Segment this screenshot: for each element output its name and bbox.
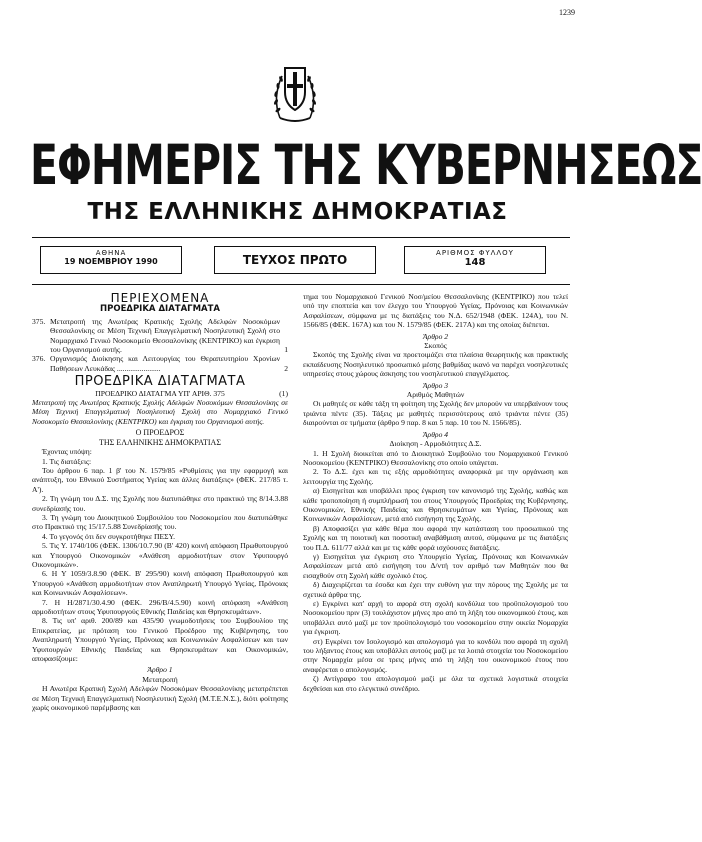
sheet-label: ΑΡΙΘΜΟΣ ΦΥΛΛΟΥ [436,249,514,257]
contents-item-number: 375. [32,316,46,326]
having-regard: Έχοντας υπόψη: [42,447,92,457]
contents-item [32,354,288,373]
article-4-para: β) Αποφασίζει για κάθε θέμα που αφορά την κατάσταση του προσωπικού της Σχολής και τη ποιοτική και ποσοτική αναβάθμιση αυτού, σύμφωνα με τις διατάξεις του Π.Δ. 611/77 αλλά και με τις κάθε φορά ισχύουσες διατάξεις. [303,523,568,552]
contents-heading: ΠΕΡΙΕΧΟΜΕΝΑ [110,291,210,305]
issue-volume: ΤΕΥΧΟΣ ΠΡΩΤΟ [242,253,348,267]
article-4-number: Άρθρο 4 [422,429,449,439]
regard-point: 7. Η Η/2871/30.4.90 (ΦΕΚ. 296/Β/4.5.90) κοινή απόφαση «Ανάθεση αρμοδιοτήτων στους Υφυπουργούς Εθνικής Παιδείας και Θρησκευμάτων». [32,597,288,616]
article-1-text: Η Ανωτέρα Κρατική Σχολή Αδελφών Νοσοκόμων Θεσσαλονίκης μετατρέπεται σε Μέση Τεχνική Επαγγελματική Νοσηλευτική Σχολή (Μ.Τ.Ε.Ν.Σ.), διότι φοίτησης χωρίς οικονομικού παρέμβασης και [32,684,288,713]
issue-sheet-box [404,246,546,274]
regard-point: 8. Τις υπ' αριθ. 200/89 και 435/90 γνωμοδοτήσεις του Συμβουλίου της Επικρατείας, με πρόταση του Γενικού Προέδρου της Κυβέρνησης, του Αναπληρωτή Υπουργού Υγείας, Πρόνοιας και Κοινωνικών Ασφαλίσεων και των Υφυπουργών Εθνικής Παιδείας και Θρησκευμάτων και Οικονομικών, αποφασίζουμε: [32,616,288,664]
contents-item [32,317,288,355]
decree-title [32,389,288,398]
article-4-para: 1. Η Σχολή διοικείται από το Διοικητικό Συμβούλιο του Νομαρχιακού Γενικού Νοσοκομείου (ΚΕΝΤΡΙΚΟ) Θεσσαλονίκης στο οποίο υπάγεται. [303,448,568,467]
masthead-subtitle: ΤΗΣ ΕΛΛΗΝΙΚΗΣ ΔΗΜΟΚΡΑΤΙΑΣ [87,199,508,225]
contents-item-number: 376. [32,354,46,364]
article-2-number: Άρθρο 2 [422,331,449,341]
article-1-number: Άρθρο 1 [147,665,173,675]
issue-city: ΑΘΗΝΑ [95,249,127,257]
article-4-para: γ) Εισηγείται για έγκριση στο Υπουργείο Υγείας, Πρόνοιας και Κοινωνικών Ασφαλίσεων μετά από εισήγηση του Δ/ντή τον αριθμό των Μαθητών που θα εισαχθούν στη Σχολή κάθε σχολικό έτος. [303,551,568,580]
issue-volume-box [214,246,376,274]
right-column [303,292,568,693]
article-4-para: δ) Διαχειρίζεται τα έσοδα και έχει την ευθύνη για την πόρους της Σχολής με τα σχετικά άρθρα της. [303,580,568,599]
regard-point: 6. Η Υ 1059/3.8.90 (ΦΕΚ. Β' 295/90) κοινή απόφαση Πρωθυπουργού και Υπουργού «Ανάθεση αρμοδιοτήτων στον Αναπληρωτή Υπουργό Υγείας, Πρόνοιας και Κοινωνικών Ασφαλίσεων». [32,569,288,598]
article-4-para: ε) Εγκρίνει κατ' αρχή το αφορά στη σχολή κονδύλια του προϋπολογισμού του Νοσοκομείου πριν (3) τουλάχιστον μήνες προ από τη λήξη του οικονομικού έτους, και υποβάλλει αυτό μαζί με τον προϋπολογισμό του νοσοκομείου στην οικεία Νομαρχία για έγκριση. [303,599,568,637]
right-intro: τημα του Νομαρχιακού Γενικού Νοσ/μείου Θεσσαλονίκης (ΚΕΝΤΡΙΚΟ) που τελεί υπό την εποπτεία και τον έλεγχο του Υπουργού Υγείας, Πρόνοιας και Κοινωνικών Ασφαλίσεων, σύμφωνα με τις διατάξεις του Ν.Δ. 652/1948 (ΦΕΚ. 124Α), του Ν. 1566/85 (ΦΕΚ. 167Α) και του Ν. 1579/85 (ΦΕΚ. 217Α) και της οποίας διέπεται. [303,292,568,330]
article-4-title: Διοίκηση - Αρμοδιότητες Δ.Σ. [389,439,482,449]
article-2-title: Σκοπός [424,341,447,351]
president-line-1: Ο ΠΡΟΕΔΡΟΣ [135,428,185,438]
article-4-para: ζ) Αντίγραφο του απολογισμού μαζί με όλα τα σχετικά λογιστικά στοιχεία δεχθείσαι και στο ελεγκτικό συνέδριο. [303,674,568,693]
decree-title-ref: (1) [279,388,288,398]
article-2-text: Σκοπός της Σχολής είναι να προετοιμάζει στα πλαίσια θεωρητικής και πρακτικής εκπαίδευσης Νοσηλευτικό προσωπικό μέσης βαθμίδας ικανό να παρέχει νοσηλευτικές υπηρεσίες στους χώρους άσκησης του νοσηλευτικού επαγγέλματος. [303,350,568,379]
contents-subheading: ΠΡΟΕΔΡΙΚΑ ΔΙΑΤΑΓΜΑΤΑ [100,304,220,315]
decree-summary: Μετατροπή της Ανωτέρας Κρατικής Σχολής Αδελφών Νοσοκόμων Θεσσαλονίκης σε Μέση Τεχνική Επαγγελματική Νοσηλευτική Σχολή στο Νομαρχιακό Γενικό Νοσοκομείο Θεσσαλονίκης (ΚΕΝΤΡΙΚΟ) και έγκριση του Οργανισμού αυτής. [32,398,288,426]
regard-point: 3. Τη γνώμη του Διοικητικού Συμβουλίου του Νοσοκομείου που διατυπώθηκε στο Πρακτικό της 15/17.5.88 Συνεδρίασής του. [32,512,288,532]
regard-point: 1. Τις διατάξεις: [42,456,92,466]
president-line-2: ΤΗΣ ΕΛΛΗΝΙΚΗΣ ΔΗΜΟΚΡΑΤΙΑΣ [99,437,221,447]
decree-title-line: ΠΡΟΕΔΡΙΚΟ ΔΙΑΤΑΓΜΑ ΥΠ' ΑΡΙΘ. 375 [95,388,225,398]
contents-item-page: 2 [284,363,288,373]
page-number: 1239 [559,8,575,17]
regard-point: 2. Τη γνώμη του Δ.Σ. της Σχολής που διατυπώθηκε στο πρακτικό της 8/14.3.88 συνεδρίασής του. [32,494,288,513]
regard-point: Του άρθρου 6 παρ. 1 β' του Ν. 1579/85 «Ρυθμίσεις για την εφαρμογή και ανάπτυξη, του Εθνικού Συστήματος Υγείας και άλλες διατάξεις» (ΦΕΚ. 217/85 τ. Α'). [32,465,288,494]
divider-bottom [32,284,570,285]
regard-point: 4. Το γεγονός ότι δεν συγκροτήθηκε ΠΕΣΥ. [42,531,176,541]
divider-top [32,237,570,238]
issue-date: 19 ΝΟΕΜΒΡΙΟΥ 1990 [64,257,158,267]
article-3-text: Οι μαθητές σε κάθε τάξη τη φοίτηση της Σχολής δεν μπορούν να υπερβαίνουν τους τριάντα πέντε (35). Τάξεις με μαθητές περισσότερους από τριάντα πέντε (35) διαιρούνται σε τμήματα (άρθρο 9 παρ. 8 και 5 παρ. 10 του Ν. 1566/85). [303,399,568,428]
article-3-title: Αριθμός Μαθητών [406,390,465,400]
article-4-para: στ) Εγκρίνει τον Ισολογισμό και απολογισμό για το κονδύλι που αφορά τη σχολή του λήξαντος έτους και υποβάλλει αυτούς μαζί με τα λοιπά στοιχεία του Νοσοκομείου στην Νομαρχία μέσα σε τρεις μήνες από τη λήξη του οικονομικού έτους που αναφέρεται ο απολογισμός. [303,636,568,674]
article-4-para: α) Εισηγείται και υποβάλλει προς έγκριση τον κανονισμό της Σχολής, καθώς και κάθε τροποποίηση ή συμπλήρωσή του στους Υπουργούς Προεδρίας της Κυβέρνησης, Οικονομικών, Εθνικής Παιδείας και Θρησκευμάτων και Υγείας, Πρόνοιας και Κοινωνικών Ασφαλίσεων, μετά από εισήγηση της Σχολής. [303,486,568,524]
contents-item-page: 1 [284,345,288,355]
coat-of-arms-icon [270,58,320,126]
contents-item-text: Οργανισμός Διοίκησης και Λειτουργίας του Θεραπευτηρίου Χρονίων Παθήσεων Λευκάδας ....................... [50,354,280,373]
article-3-number: Άρθρο 3 [422,380,449,390]
article-4-para: 2. Το Δ.Σ. έχει και τις εξής αρμοδιότητες αναφορικά με την οργάνωση και λειτουργία της Σχολής. [303,467,568,486]
contents-item-text: Μετατροπή της Ανωτέρας Κρατικής Σχολής Αδελφών Νοσοκόμων Θεσσαλονίκης σε Μέση Τεχνική Επαγγελματική Νοσηλευτική Σχολή στο Νομαρχιακό Γενικό Νοσοκομείο Θεσσαλονίκης (ΚΕΝΤΡΙΚΟ) και έγκριση του Οργανισμού αυτής. [50,316,280,355]
left-column [32,292,288,712]
sheet-number: 148 [464,257,486,269]
issue-date-box [40,246,182,274]
masthead-title: ΕΦΗΜΕΡΙΣ ΤΗΣ ΚΥΒΕΡΝΗΣΕΩΣ [30,132,702,198]
article-1-title: Μετατροπή [142,674,178,684]
regard-point: 5. Τις Υ. 1740/106 (ΦΕΚ. 1306/10.7.90 (Β' 420) κοινή απόφαση Πρωθυπουργού και Υπουργού Οικονομικών «Ανάθεση αρμοδιοτήτων στον Υφυπουργό Οικονομικών». [32,541,288,569]
decrees-heading: ΠΡΟΕΔΡΙΚΑ ΔΙΑΤΑΓΜΑΤΑ [74,374,246,390]
